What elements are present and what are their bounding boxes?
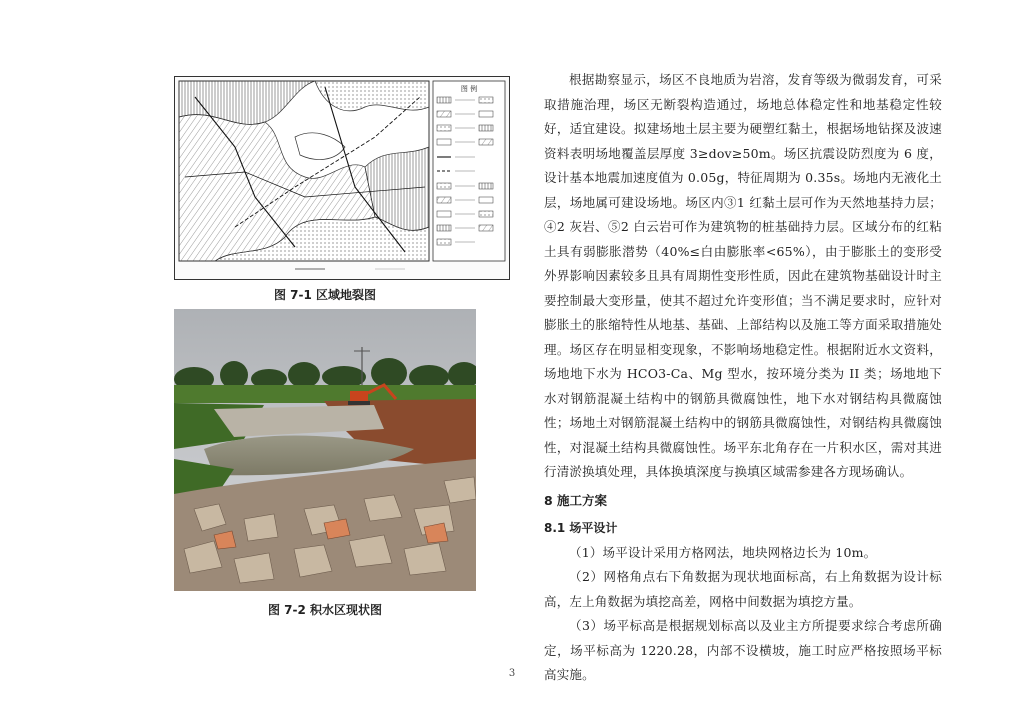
regional-fracture-map bbox=[174, 76, 510, 280]
map-drawing bbox=[175, 77, 509, 279]
section-8-1-title: 8.1 场平设计 bbox=[544, 520, 618, 535]
map-legend-title: 图 例 bbox=[460, 85, 478, 93]
waterlogged-area-photo bbox=[174, 309, 476, 591]
figure-7-2-caption: 图 7-2 积水区现状图 bbox=[267, 603, 383, 617]
section-8-title: 8 施工方案 bbox=[544, 492, 608, 508]
page-number: 3 bbox=[508, 668, 516, 679]
list-item-2: （2）网格角点右下角数据为现状地面标高，右上角数据为设计标高，左上角数据为填挖高差，网格中间数据为填挖方量。 bbox=[544, 569, 942, 609]
figure-7-1-caption: 图 7-1 区域地裂图 bbox=[273, 288, 377, 302]
body-text-column bbox=[544, 68, 942, 688]
list-item-1: （1）场平设计采用方格网法，地块网格边长为 10m。 bbox=[569, 544, 877, 560]
list-item-3: （3）场平标高是根据规划标高以及业主方所提要求综合考虑所确定，场平标高为 1220.28，内部不设横坡，施工时应严格按照场平标高实施。 bbox=[544, 618, 942, 682]
paragraph-geology: 根据勘察显示，场区不良地质为岩溶，发育等级为微弱发育，可采取措施治理，场区无断裂构造通过，场地总体稳定性和地基稳定性较好，适宜建设。拟建场地土层主要为硬塑红黏土，根据场地钻探及波速资料表明场地覆盖层厚度 3≥dov≥50m。场区抗震设防烈度为 6 度，设计基本地震加速度值为 0.05g，特征周期为 0.35s。场地内无液化土层，场地属可建设场地。场区内③1 红黏土层可作为天然地基持力层；④2 灰岩、⑤2 白云岩可作为建筑物的桩基础持力层。区域分布的红粘土具有弱膨胀潜势（40%≤白由膨胀率<65%），由于膨胀土的变形受外界影响因素较多且具有周期性变形性质，因此在建筑物基础设计时主要控制最大变形量，使其不超过允许变形值；当不满足要求时，应针对膨胀土的胀缩特性从地基、基础、上部结构以及施工等方面采取措施处理。场区存在明显相变现象，不影响场地稳定性。根据附近水文资料，场地地下水为 HCO3-Ca、Mg 型水，按环境分类为 II 类；场地地下水对钢筋混凝土结构中的钢筋具微腐蚀性，地下水对钢结构具微腐蚀性；场地土对钢筋混凝土结构中的钢筋具微腐蚀性，对钢结构具微腐蚀性，对混凝土结构具微腐蚀性。场平东北角存在一片积水区，需对其进行清淤换填处理，具体换填深度与换填区域需参建各方现场确认。 bbox=[544, 72, 942, 479]
photo-scene bbox=[174, 309, 476, 591]
